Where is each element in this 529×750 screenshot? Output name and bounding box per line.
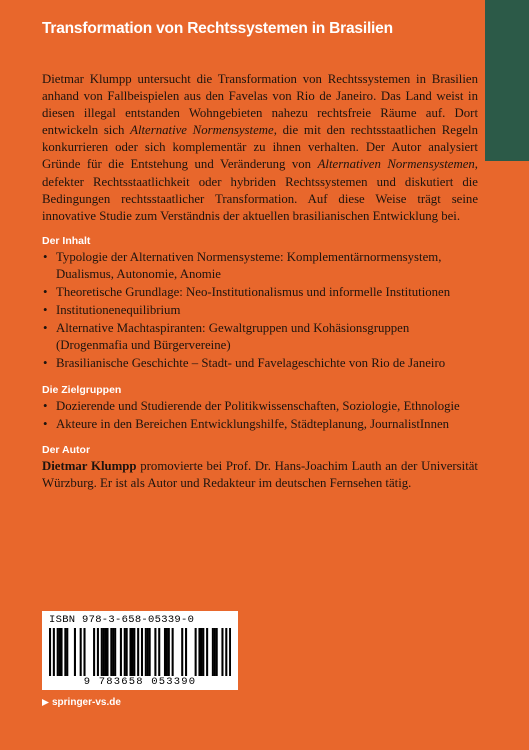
author-bio: [42, 458, 478, 492]
barcode-bar: [225, 628, 227, 676]
barcode-bar: [181, 628, 183, 676]
barcode-bar: [53, 628, 55, 676]
barcode-bar: [66, 628, 68, 676]
barcode-bar: [59, 628, 61, 676]
inhalt-list: [42, 249, 478, 373]
barcode-bar: [93, 628, 95, 676]
inhalt-item: • Theoretische Grundlage: Neo-Institutionalismus und informelle Institutionen: [42, 284, 478, 301]
abstract-text-1: Dietmar Klumpp untersucht die Transformation von Rechtssystemen in Brasilien anhand von Fallbeispielen aus den Favelas von Rio de Janeiro. Das Land weist in diesen illegal entstanden Wohngebieten nahezu rechtsfreie Räume auf. Dort entwickeln sich: [42, 72, 478, 138]
barcode-bar: [164, 628, 166, 676]
barcode-bar: [64, 628, 66, 676]
barcode-bar: [105, 628, 107, 676]
inhalt-item: • Alternative Machtaspiranten: Gewaltgruppen und Kohäsionsgruppen (Drogenmafia und Bürgervereine): [42, 320, 478, 354]
barcode-bars: [49, 628, 231, 676]
arrow-right-icon: [41, 698, 50, 707]
isbn-barcode: [42, 611, 238, 690]
barcode-bar: [80, 628, 82, 676]
barcode-bar: [166, 628, 168, 676]
isbn-label: ISBN 978-3-658-05339-0: [49, 614, 195, 626]
inhalt-item: • Institutionenequilibrium: [42, 302, 478, 319]
barcode-bar: [110, 628, 112, 676]
inhalt-item: • Brasilianische Geschichte – Stadt- und Favelageschichte von Rio de Janeiro: [42, 355, 478, 372]
abstract: [42, 71, 478, 225]
barcode-bar: [133, 628, 135, 676]
barcode-bar: [57, 628, 59, 676]
barcode-bar: [185, 628, 187, 676]
cover-tab: [485, 0, 529, 161]
barcode-bar: [168, 628, 170, 676]
abstract-text-3: , defekter Rechtsstaatlichkeit oder hybriden Rechtssystemen und diskutiert die Bedingungen rechtsstaatlicher Transformation. Auf diese Weise trägt seine innovative Studie zum Verständnis der aktuellen brasilianischen Entwicklung bei.: [42, 157, 478, 223]
zielgruppen-item: • Dozierende und Studierende der Politikwissenschaften, Soziologie, Ethnologie: [42, 398, 478, 415]
barcode-bar: [229, 628, 231, 676]
barcode-bar: [172, 628, 174, 676]
barcode-bar: [114, 628, 116, 676]
barcode-bar: [158, 628, 160, 676]
barcode-bar: [214, 628, 216, 676]
zielgruppen-item: • Akteure in den Bereichen Entwicklungshilfe, Städteplanung, JournalistInnen: [42, 416, 478, 433]
barcode-bar: [141, 628, 143, 676]
author-name: Dietmar Klumpp: [42, 458, 137, 473]
author-bio-text: promovierte bei Prof. Dr. Hans-Joachim Lauth an der Universität Würzburg. Er ist als Autor und Redakteur im deutschen Fernsehen tätig.: [42, 458, 478, 490]
barcode-bar: [137, 628, 139, 676]
abstract-emphasis-2: Alternativen Normensystemen: [317, 157, 475, 172]
barcode-bar: [106, 628, 108, 676]
barcode-bar: [154, 628, 156, 676]
abstract-emphasis-1: Alternative Normensysteme: [130, 123, 274, 138]
barcode-bar: [83, 628, 85, 676]
back-cover-content: [42, 71, 478, 492]
barcode-bar: [126, 628, 128, 676]
barcode-bar: [112, 628, 114, 676]
barcode-digits: 9 783658 053390: [83, 676, 197, 688]
barcode-bar: [129, 628, 131, 676]
inhalt-item: • Typologie der Alternativen Normensysteme: Komplementärnormensystem, Dualismus, Autonomie, Anomie: [42, 249, 478, 283]
barcode-bar: [145, 628, 147, 676]
barcode-bar: [195, 628, 197, 676]
autor-heading: Der Autor: [42, 443, 91, 456]
inhalt-heading: Der Inhalt: [42, 234, 91, 247]
barcode-bar: [200, 628, 202, 676]
barcode-bar: [216, 628, 218, 676]
barcode-bar: [212, 628, 214, 676]
barcode-bar: [131, 628, 133, 676]
barcode-bar: [149, 628, 151, 676]
barcode-bar: [206, 628, 208, 676]
barcode-bar: [101, 628, 103, 676]
barcode-bar: [49, 628, 51, 676]
abstract-text-2: , die mit den rechtsstaatlichen Regeln konkurrieren oder sich komplementär zu ihnen verhalten. Der Autor analysiert Gründe für die Entstehung und Veränderung von: [42, 123, 478, 172]
publisher-link[interactable]: [41, 697, 121, 708]
barcode-bar: [103, 628, 105, 676]
zielgruppen-heading: Die Zielgruppen: [42, 383, 122, 396]
zielgruppen-list: [42, 398, 478, 433]
barcode-bar: [124, 628, 126, 676]
barcode-bar: [60, 628, 62, 676]
book-title: Transformation von Rechtssystemen in Brasilien: [42, 20, 393, 37]
barcode-bar: [198, 628, 200, 676]
publisher-url: springer-vs.de: [52, 697, 121, 708]
barcode-bar: [147, 628, 149, 676]
barcode-bar: [202, 628, 204, 676]
barcode-bar: [74, 628, 76, 676]
barcode-bar: [221, 628, 223, 676]
barcode-bar: [120, 628, 122, 676]
barcode-bar: [97, 628, 99, 676]
